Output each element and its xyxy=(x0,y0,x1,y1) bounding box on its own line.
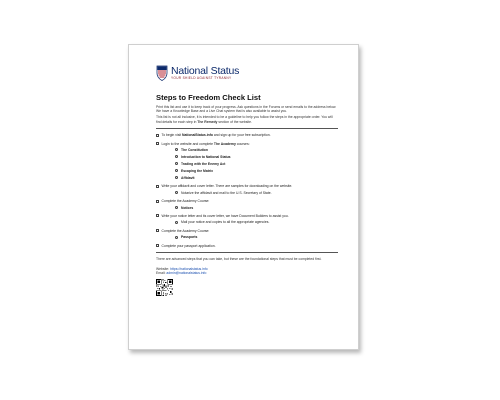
sub-item: Trading with the Enemy Act xyxy=(175,162,338,166)
radio-circle[interactable] xyxy=(175,148,178,151)
shield-icon xyxy=(156,65,168,81)
step-text: Complete the Academy Course: xyxy=(161,199,210,204)
checkbox[interactable] xyxy=(156,200,159,203)
contact-block xyxy=(156,267,338,275)
page-title: Steps to Freedom Check List xyxy=(156,93,261,102)
checkbox[interactable] xyxy=(156,244,159,247)
intro-text: section of the website. xyxy=(217,119,252,124)
brand-tagline: YOUR SHIELD AGAINST TYRANNY xyxy=(171,76,232,81)
checklist-item xyxy=(156,229,338,233)
radio-circle[interactable] xyxy=(175,162,178,165)
checklist-item xyxy=(156,184,338,188)
sub-item: Introduction to National Status xyxy=(175,155,338,159)
sub-item: Notarize the affidavit and mail to the U.S. Secretary of State. xyxy=(175,191,338,195)
brand-logo xyxy=(156,63,338,83)
radio-circle[interactable] xyxy=(175,155,178,158)
step-text: Write your notice letter and its cover letter, we have Document Builders to assist you. xyxy=(161,214,289,219)
sub-item: The Constitution xyxy=(175,148,338,152)
sub-list xyxy=(156,220,338,224)
sub-list xyxy=(156,191,338,195)
sub-list xyxy=(156,148,338,180)
divider xyxy=(156,252,338,253)
divider xyxy=(156,128,338,129)
sub-item: Mail your notice and copies to all the appropriate agencies. xyxy=(175,220,338,224)
intro-paragraph: Print this list and use it to keep track of your progress. Ask questions in the Forums or send emails to the address below. We have a Knowledge Base and a Live Chat system that is also available to assist you. xyxy=(156,104,337,113)
checkbox[interactable] xyxy=(156,142,159,145)
sub-item: Affidavit xyxy=(175,176,338,180)
step-text: Write your affidavit and cover letter. There are samples for downloading on the website. xyxy=(161,184,293,189)
website-line: Website: https://nationalstatus.info xyxy=(156,266,208,271)
step-text: Complete your passport application. xyxy=(161,243,216,248)
checklist-item xyxy=(156,244,338,248)
intro-paragraph xyxy=(156,115,338,124)
brand-name: National Status xyxy=(171,64,240,77)
closing-note: There are advanced steps that you can take, but these are the foundational steps that must be completed first. xyxy=(156,257,322,262)
remedy-link-text: The Remedy xyxy=(197,119,218,124)
website-link[interactable]: https://nationalstatus.info xyxy=(170,266,208,271)
intro-text: This list is not all inclusive, it is intended to be a guideline to help you follow the steps in the appropriate order. You will find details for each step in xyxy=(156,115,333,124)
checkbox[interactable] xyxy=(156,185,159,188)
step-text: Complete the Academy Course: xyxy=(161,228,210,233)
checklist-item xyxy=(156,214,338,218)
checklist-item xyxy=(156,142,338,146)
radio-circle[interactable] xyxy=(175,221,178,224)
checklist-item xyxy=(156,133,338,137)
sub-item: Passports xyxy=(175,235,338,239)
email-line: Email: admin@nationalstatus.info xyxy=(156,270,207,275)
checklist-item xyxy=(156,199,338,203)
radio-circle[interactable] xyxy=(175,191,178,194)
checklist-page xyxy=(128,44,359,350)
sub-list xyxy=(156,235,338,239)
radio-circle[interactable] xyxy=(175,206,178,209)
step-text: To begin visit NationalStatus.info and sign up for your free subscription. xyxy=(161,133,271,138)
radio-circle[interactable] xyxy=(175,236,178,239)
checkbox[interactable] xyxy=(156,214,159,217)
sub-item: Notices xyxy=(175,206,338,210)
sub-item: Escaping the Matrix xyxy=(175,169,338,173)
page-content xyxy=(156,63,338,301)
checkbox[interactable] xyxy=(156,229,159,232)
sub-list xyxy=(156,206,338,210)
step-text: Login to the website and complete The Academy courses: xyxy=(161,141,250,146)
email-link[interactable]: admin@nationalstatus.info xyxy=(166,270,207,275)
qr-code-icon xyxy=(156,279,173,296)
checkbox[interactable] xyxy=(156,134,159,137)
radio-circle[interactable] xyxy=(175,176,178,179)
radio-circle[interactable] xyxy=(175,169,178,172)
